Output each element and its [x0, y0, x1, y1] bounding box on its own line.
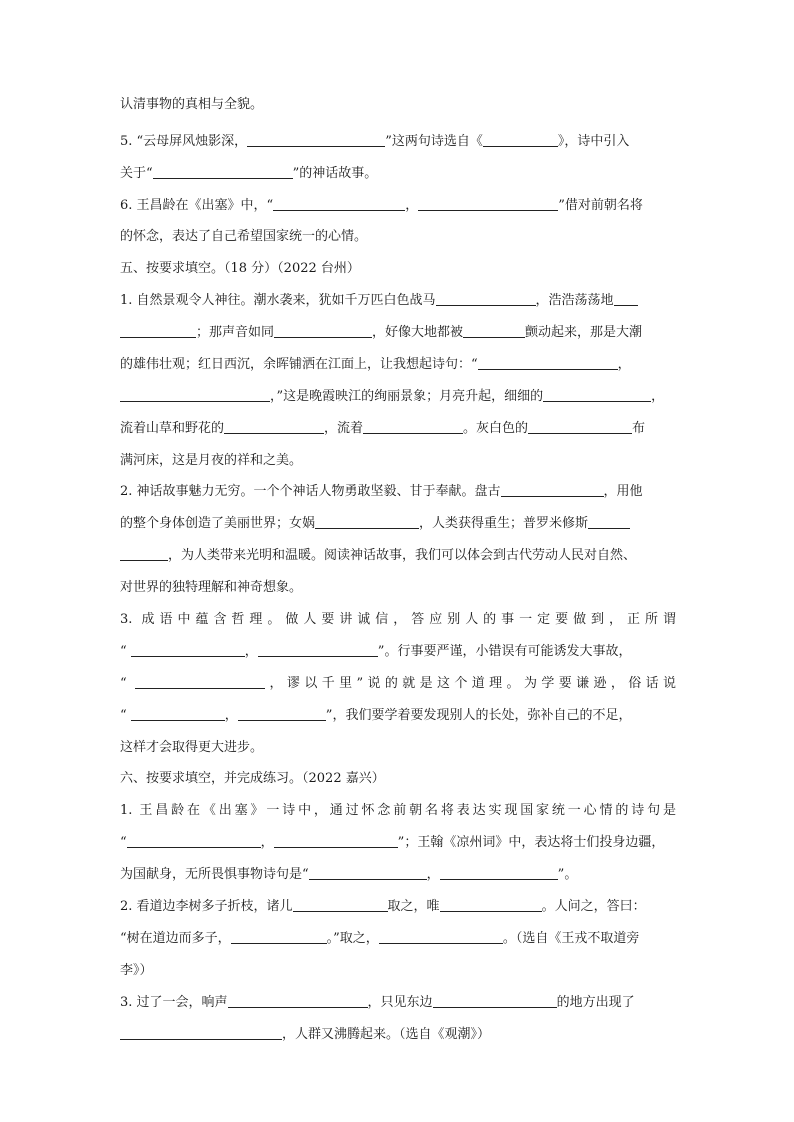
answer-blank[interactable]: [483, 132, 558, 147]
answer-blank[interactable]: [135, 674, 265, 689]
answer-blank[interactable]: [379, 929, 503, 944]
answer-blank[interactable]: [463, 323, 525, 338]
s6-question-3-line-2: ，人群又沸腾起来。（选自《观潮》）: [120, 1024, 490, 1046]
s6-question-3-line-1: 3. 过了一会，响声 ，只见东边 的地方出现了: [120, 995, 635, 1010]
answer-blank[interactable]: [614, 291, 638, 306]
text-line: 认清事物的真相与全貌。: [120, 97, 264, 112]
answer-blank[interactable]: [258, 642, 378, 657]
s5-question-2-line-2: 的整个身体创造了美丽世界；女娲 ，人类获得重生；普罗米修斯: [120, 513, 630, 535]
question-5-line-1: 5. “云母屏风烛影深， ”这两句诗选自《 》，诗中引入: [120, 134, 630, 149]
answer-blank[interactable]: [588, 514, 630, 529]
answer-blank[interactable]: [274, 833, 398, 848]
answer-blank[interactable]: [238, 706, 326, 721]
s5-question-3-line-5: 这样才会取得更大进步。: [120, 740, 264, 755]
answer-blank[interactable]: [274, 323, 372, 338]
s6-question-2-line-1: 2. 看道边李树多子折枝，诸儿 取之，唯 。人问之，答曰：: [120, 899, 646, 914]
s6-question-2-line-3: 李》）: [120, 963, 153, 978]
s5-question-2-line-3: ，为人类带来光明和温暖。阅读神话故事，我们可以体会到古代劳动人民对自然、: [120, 545, 636, 567]
s6-question-1-line-1: 1. 王昌龄在《出塞》一诗中，通过怀念前朝名将表达实现国家统一心情的诗句是: [120, 803, 676, 818]
answer-blank[interactable]: [120, 323, 196, 338]
answer-blank[interactable]: [153, 164, 293, 179]
s5-question-1-line-4: ，”这是晚霞映江的绚丽景象；月亮升起，细细的 ，: [120, 386, 664, 408]
answer-blank[interactable]: [418, 196, 558, 211]
answer-blank[interactable]: [501, 482, 604, 497]
s5-question-3-line-2: “ ， ”。行事要严谨，小错误有可能诱发大事故，: [120, 644, 632, 659]
s5-question-1-line-3: 的雄伟壮观；红日西沉，余晖铺洒在江面上，让我想起诗句：“ ，: [120, 357, 631, 372]
answer-blank[interactable]: [273, 196, 405, 211]
answer-blank[interactable]: [131, 706, 225, 721]
answer-blank[interactable]: [478, 355, 618, 370]
s5-question-3-line-3: “ ，谬以千里”说的就是这个道理。为学要谦逊，俗话说: [120, 676, 676, 691]
answer-blank[interactable]: [528, 419, 632, 434]
question-6-line-2: 的怀念，表达了自己希望国家统一的心情。: [120, 229, 368, 244]
s5-question-1-line-1: 1. 自然景观令人神往。潮水袭来，犹如千万匹白色战马 ，浩浩荡荡地: [120, 290, 638, 312]
s6-question-1-line-3: 为国献身，无所畏惧事物诗句是“ ， ”。: [120, 867, 578, 882]
answer-blank[interactable]: [543, 387, 651, 402]
answer-blank[interactable]: [440, 865, 558, 880]
s5-question-1-line-6: 满河床，这是月夜的祥和之美。: [120, 453, 303, 468]
answer-blank[interactable]: [440, 897, 542, 912]
section-5-heading: 五、按要求填空。（18 分）（2022 台州）: [120, 261, 360, 276]
s5-question-2-line-4: 对世界的独特理解和神奇想象。: [120, 580, 303, 595]
answer-blank[interactable]: [231, 929, 327, 944]
answer-blank[interactable]: [436, 291, 536, 306]
answer-blank[interactable]: [433, 993, 557, 1008]
answer-blank[interactable]: [120, 546, 168, 561]
answer-blank[interactable]: [228, 993, 368, 1008]
question-5-line-2: 关于“ ”的神话故事。: [120, 166, 378, 181]
s5-question-1-line-2: ；那声音如同 ，好像大地都被 颤动起来，那是大潮: [120, 322, 642, 344]
answer-blank[interactable]: [127, 833, 261, 848]
question-6-line-1: 6. 王昌龄在《出塞》中，“ ， ”借对前朝名将: [120, 198, 643, 213]
answer-blank[interactable]: [120, 1025, 282, 1040]
s5-question-1-line-5: 流着山草和野花的 ，流着 。灰白色的 布: [120, 421, 646, 436]
answer-blank[interactable]: [309, 865, 427, 880]
s5-question-3-line-1: 3. 成语中蕴含哲理。做人要讲诚信，答应别人的事一定要做到，正所谓: [120, 612, 676, 627]
answer-blank[interactable]: [224, 419, 324, 434]
s6-question-2-line-2: “树在道边而多子， 。”取之， 。（选自《王戎不取道旁: [120, 931, 640, 946]
answer-blank[interactable]: [363, 419, 463, 434]
section-6-heading: 六、按要求填空，并完成练习。（2022 嘉兴）: [120, 771, 385, 786]
s5-question-2-line-1: 2. 神话故事魅力无穷。一个个神话人物勇敢坚毅、甘于奉献。盘古 ，用他: [120, 484, 643, 499]
s5-question-3-line-4: “ ， ”，我们要学着要发现别人的长处，弥补自己的不足，: [120, 708, 632, 723]
answer-blank[interactable]: [131, 642, 245, 657]
answer-blank[interactable]: [315, 514, 419, 529]
answer-blank[interactable]: [120, 387, 270, 402]
s6-question-1-line-2: “ ， ”；王翰《凉州词》中，表达将士们投身边疆，: [120, 835, 665, 850]
answer-blank[interactable]: [293, 897, 388, 912]
answer-blank[interactable]: [247, 132, 385, 147]
